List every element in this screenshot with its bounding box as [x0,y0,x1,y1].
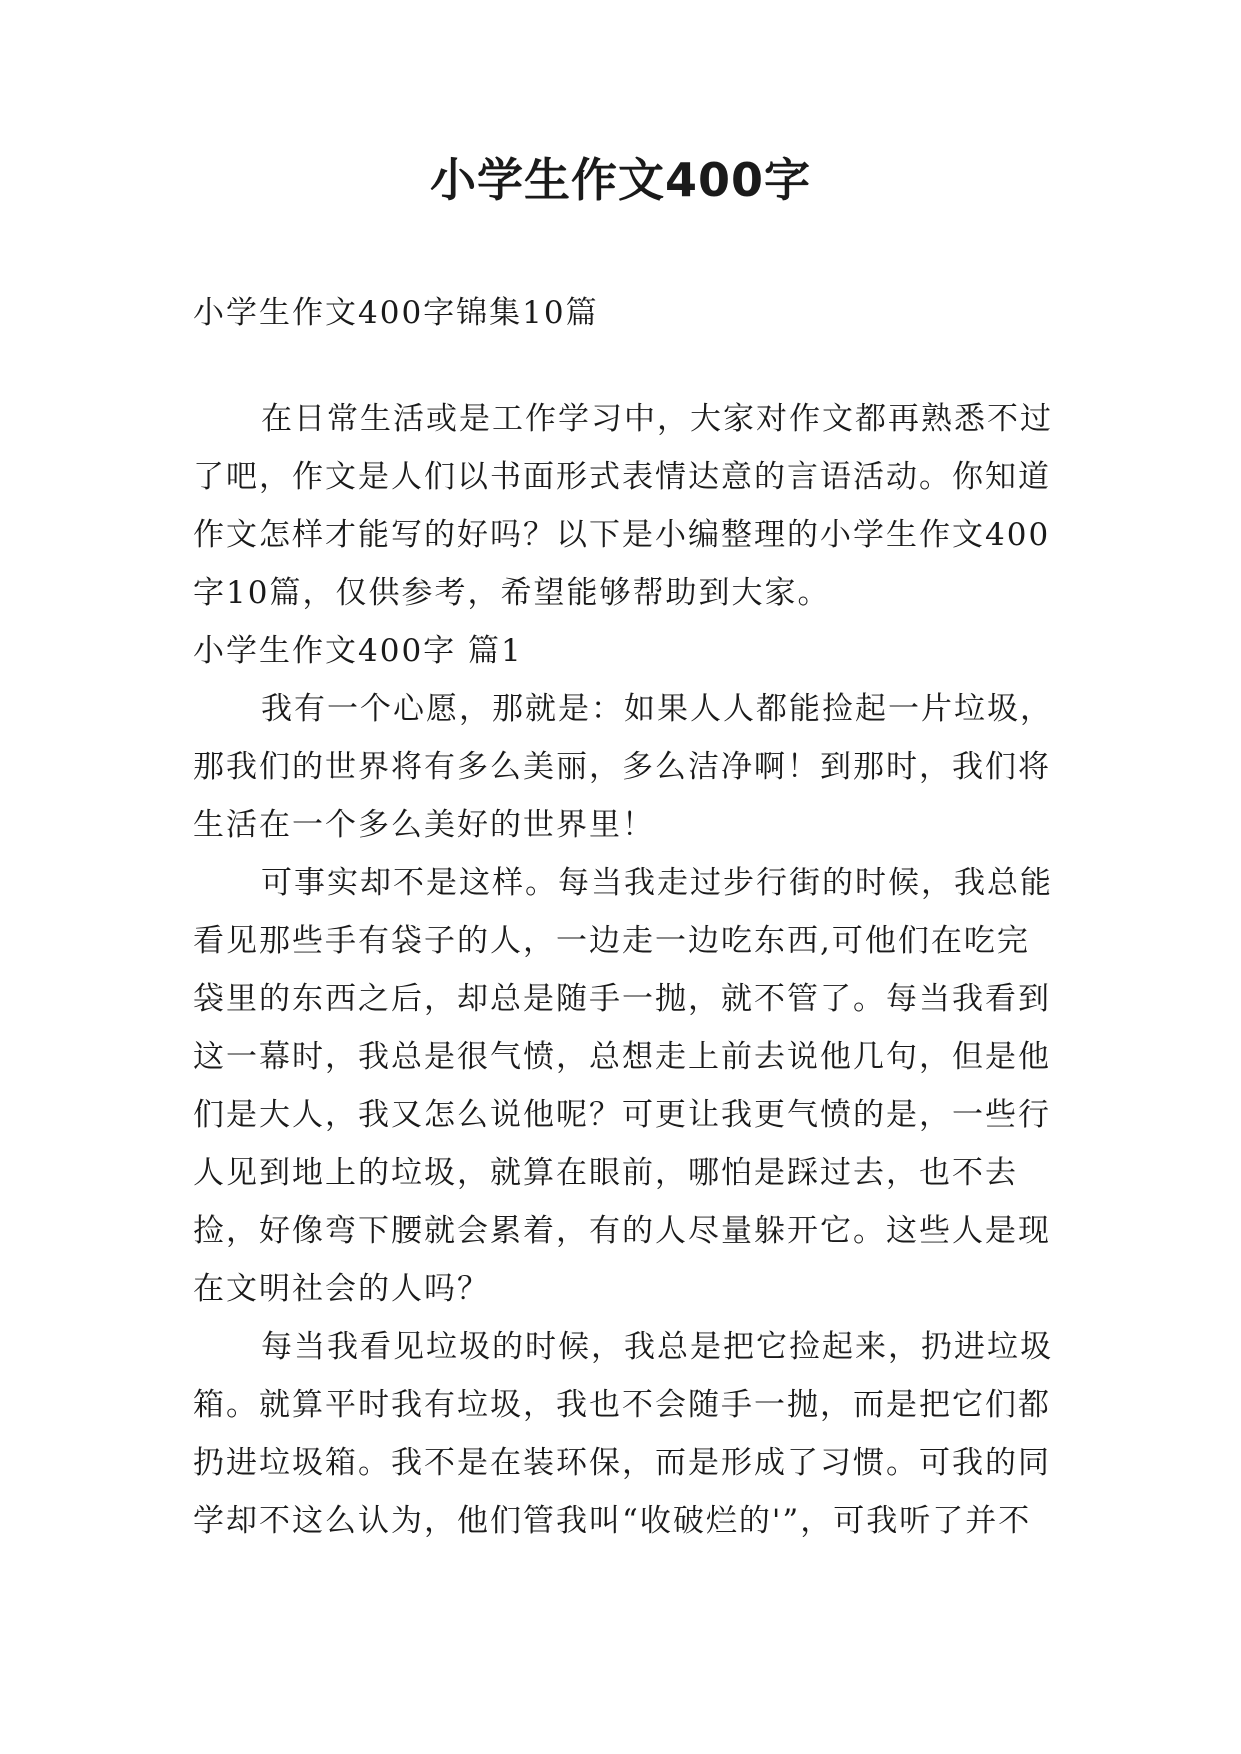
body-paragraph: 可事实却不是这样。每当我走过步行街的时候，我总能看见那些手有袋子的人，一边走一边吃东西,可他们在吃完袋里的东西之后，却总是随手一抛，就不管了。每当我看到这一幕时，我总是很气愤，总想走上前去说他几句，但是他们是大人，我又怎么说他呢？可更让我更气愤的是，一些行人见到地上的垃圾，就算在眼前，哪怕是踩过去，也不去捡，好像弯下腰就会累着，有的人尽量躲开它。这些人是现在文明社会的人吗？ [193,865,1053,1307]
intro-paragraph: 在日常生活或是工作学习中，大家对作文都再熟悉不过了吧，作文是人们以书面形式表情达意的言语活动。你知道作文怎样才能写的好吗？以下是小编整理的小学生作文400字10篇，仅供参考，希望能够帮助到大家。 [193,401,1053,611]
document-subtitle: 小学生作文400字锦集10篇 [193,295,599,331]
section-heading: 小学生作文400字 篇1 [193,633,523,669]
body-paragraph: 我有一个心愿，那就是：如果人人都能捡起一片垃圾，那我们的世界将有多么美丽，多么洁净啊！到那时，我们将生活在一个多么美好的世界里！ [193,691,1053,843]
body-paragraph: 每当我看见垃圾的时候，我总是把它捡起来，扔进垃圾箱。就算平时我有垃圾，我也不会随手一抛，而是把它们都扔进垃圾箱。我不是在装环保，而是形成了习惯。可我的同学却不这么认为，他们管我叫“收破烂的'”，可我听了并不 [193,1329,1053,1539]
document-title: 小学生作文400字 [429,153,812,207]
document-body [193,284,1053,1550]
